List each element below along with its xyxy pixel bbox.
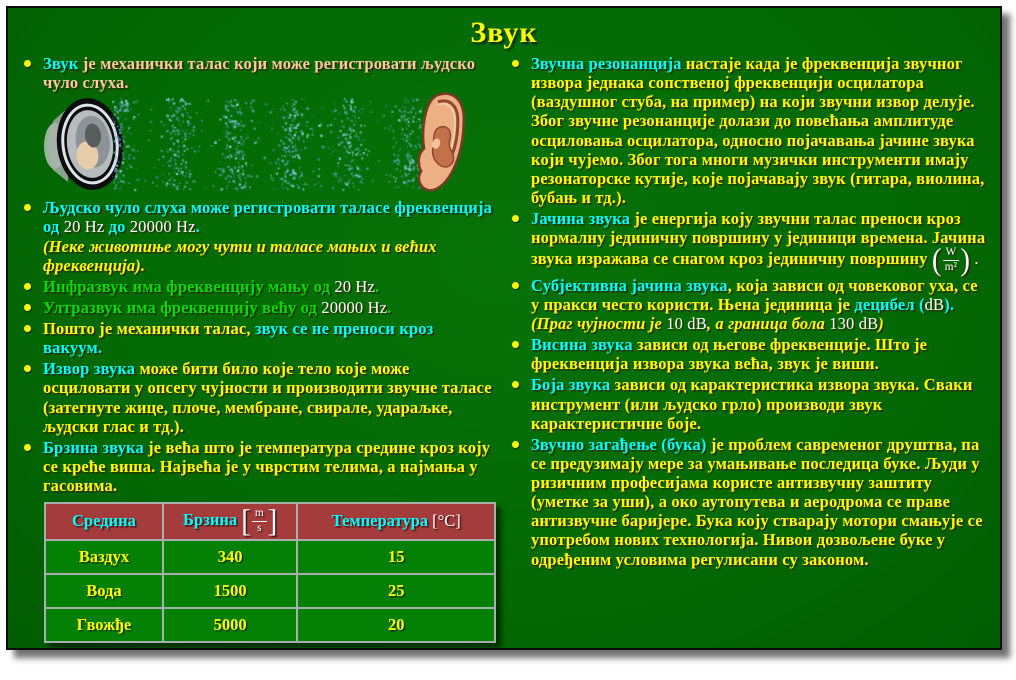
bullet-text: Боја звука зависи од карактеристика извора звука. Сваки инструмент (или људско грло) производи звук карактеристичне боје. <box>531 375 973 433</box>
table-cell: 1500 <box>163 574 298 608</box>
sound-propagation-image <box>44 94 496 194</box>
ear-icon <box>412 92 468 196</box>
bullet-item <box>24 277 496 296</box>
bullet-marker <box>512 335 531 373</box>
bullet-text: Брзина звука је већа што је температура средине кроз коју се креће виша. Највећа је у чврстим телима, а најмања у гасовима. <box>43 437 491 495</box>
table-cell: Вода <box>45 574 163 608</box>
bullet-item <box>24 54 496 92</box>
table-row <box>45 608 495 642</box>
table-cell: Гвожђе <box>45 608 163 642</box>
left-column-intro <box>24 54 496 92</box>
bullet-marker <box>24 198 43 275</box>
bullet-text: Јачина звука је енергија коју звучни талас преноси кроз нормалну јединичну површину у јединици времена. Јачина звука изражава се снагом кроз јединичну површину ( W m² ) . <box>531 209 986 278</box>
bullet-marker <box>24 298 43 317</box>
bullet-text: Инфразвук има фреквенцију мању од 20 Hz. <box>43 276 380 296</box>
page-title: Звук <box>470 16 538 49</box>
slide <box>6 6 1002 650</box>
table-cell: 20 <box>297 608 495 642</box>
bullet-item <box>512 435 988 569</box>
left-column-bullets <box>24 198 496 495</box>
bullet-text: Пошто је механички талас, звук се не преноси кроз вакуум. <box>43 319 434 358</box>
table-header-row <box>45 503 495 540</box>
bullet-item <box>512 54 988 207</box>
bullet-text: Извор звука може бити било које тело које може осциловати у опсегу чујности и производити звучне таласе (затегнуте жице, плоче, мембране, свирале, удараљке, људски глас и тд.). <box>43 359 492 436</box>
bullet-item <box>512 276 988 333</box>
bullet-text: Звучна резонанција настаје када је фреквенција звучног извора једнака сопственој фреквенцији осцилатора (ваздушног стуба, на пример) на који звучни извор делује. Због звучне резонанције долази до повећања амплитуде осциловања осцилатора, односно појачавања јачине звука који чујемо. Због тога многи музички инструменти имају резонаторске кутије, које појачавају звук (гитара, виолина, бубањ и тд.). <box>531 54 985 207</box>
bullet-marker <box>24 438 43 495</box>
table-header-cell: Температура [°C] <box>297 503 495 540</box>
fraction-formula: [ m s ] <box>241 503 278 539</box>
right-column <box>512 54 988 643</box>
bullet-item <box>24 359 496 436</box>
content-columns <box>8 54 1000 643</box>
bullet-marker <box>24 359 43 436</box>
table-header-cell: Брзина [ m s ] <box>163 503 298 540</box>
bullet-item <box>24 198 496 275</box>
table-header-cell: Средина <box>45 503 163 540</box>
table-cell: 5000 <box>163 608 298 642</box>
right-column-bullets <box>512 54 988 569</box>
bullet-marker <box>512 209 531 274</box>
media-speed-table <box>44 502 496 643</box>
bullet-marker <box>24 277 43 296</box>
table-cell: Ваздух <box>45 540 163 574</box>
bullet-marker <box>24 319 43 357</box>
bullet-marker <box>512 435 531 569</box>
bullet-text: Висина звука зависи од његове фреквенције. Што је фреквенција извора звука већа, звук је виши. <box>531 335 928 374</box>
fraction-formula: ( W m² ) <box>931 242 971 278</box>
bullet-item <box>512 209 988 278</box>
table-row <box>45 574 495 608</box>
left-column <box>24 54 496 643</box>
bullet-text: Људско чуло слуха може регистровати таласе фреквенција од 20 Hz до 20000 Hz. (Неке животиње могу чути и таласе мањих и већих фреквенција). <box>43 198 492 275</box>
table-cell: 340 <box>163 540 298 574</box>
table-body <box>45 540 495 642</box>
bullet-text: Звук је механички талас који може регистровати људско чуло слуха. <box>43 54 476 93</box>
bullet-marker <box>512 54 531 207</box>
table-cell: 15 <box>297 540 495 574</box>
bullet-item <box>512 335 988 373</box>
table-cell: 25 <box>297 574 495 608</box>
bullet-item <box>24 298 496 317</box>
bullet-item <box>24 438 496 495</box>
bullet-text: Ултразвук има фреквенцију већу од 20000 Hz. <box>43 297 392 317</box>
table-row <box>45 540 495 574</box>
bullet-item <box>512 375 988 432</box>
sound-wave-dots <box>112 96 422 192</box>
bullet-item <box>24 319 496 357</box>
bullet-text: Субјективна јачина звука, која зависи од човековог уха, се у пракси често користи. Њена јединица је децибел (dB). (Праг чујности је 10 dB, а граница бола 130 dB) <box>531 275 978 334</box>
bullet-marker <box>512 276 531 333</box>
bullet-marker <box>512 375 531 432</box>
bullet-text: Звучно загађење (бука) је проблем савременог друштва, па се предузимају мере за умањивање последица буке. Људи у ризичним професијама користе антизвучну заштиту (уметке за уши), а око аутопутева и аеродрома се праве антизвучне баријере. Бука коју стварају мотори смањује се употребом нових технологија. Нивои дозвољене буке у одређеним условима регулисани су законом. <box>531 434 983 569</box>
bullet-marker <box>24 54 43 92</box>
